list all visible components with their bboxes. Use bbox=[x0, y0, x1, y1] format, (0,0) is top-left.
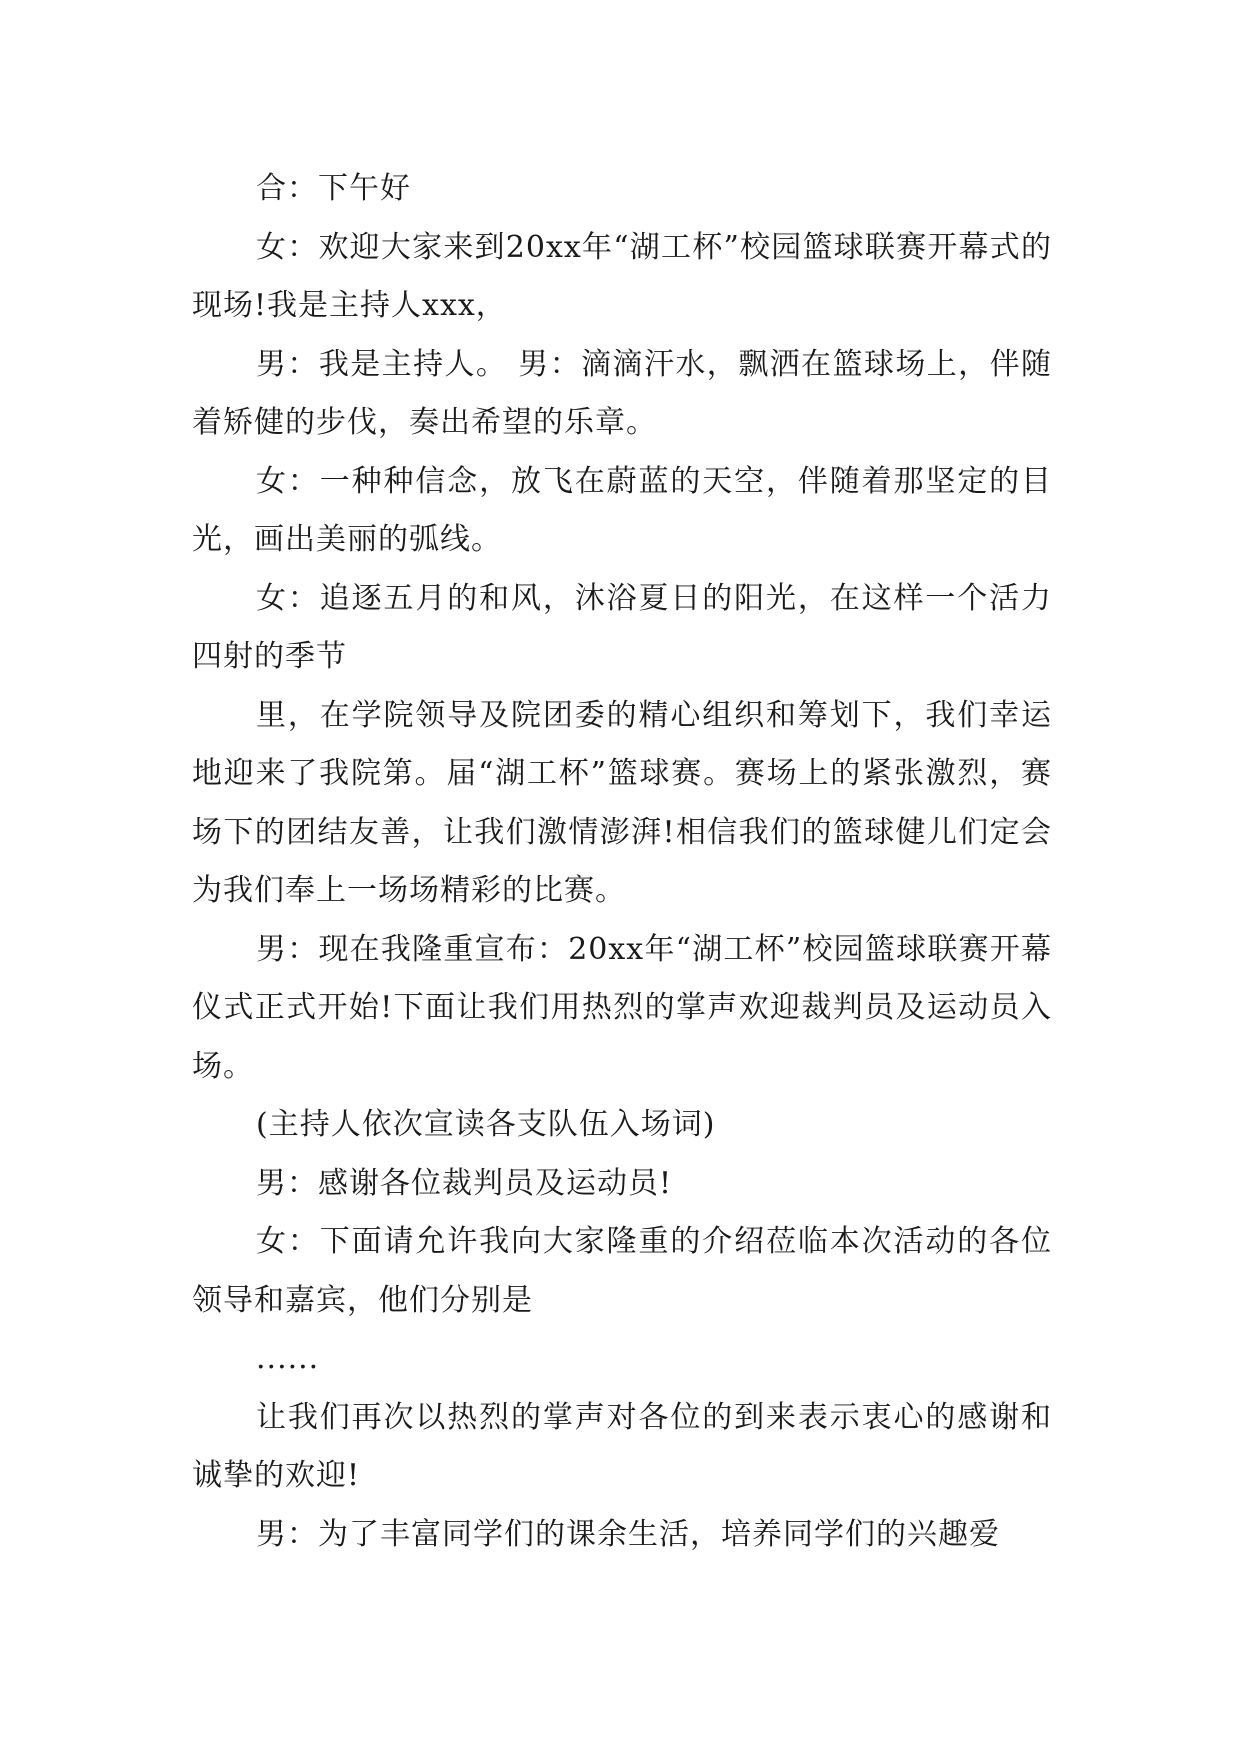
paragraph-announcement: 男：现在我隆重宣布：20xx年“湖工杯”校园篮球联赛开幕仪式正式开始!下面让我们用热烈的掌声欢迎裁判员及运动员入场。 bbox=[192, 931, 1052, 1084]
paragraph-welcome: 女：欢迎大家来到20xx年“湖工杯”校园篮球联赛开幕式的现场!我是主持人xxx， bbox=[192, 229, 1052, 323]
paragraph-tournament: 里，在学院领导及院团委的精心组织和筹划下，我们幸运地迎来了我院第。届“湖工杯”篮球赛。赛场上的紧张激烈，赛场下的团结友善，让我们激情澎湃!相信我们的篮球健儿们定会为我们奉上一场场精彩的比赛。 bbox=[192, 697, 1052, 908]
paragraph-belief: 女：一种种信念，放飞在蔚蓝的天空，伴随着那坚定的目光，画出美丽的弧线。 bbox=[192, 463, 1052, 557]
paragraph-ellipsis: ...... bbox=[256, 1341, 320, 1376]
paragraph-guests: 女：下面请允许我向大家隆重的介绍莅临本次活动的各位领导和嘉宾，他们分别是 bbox=[192, 1224, 1052, 1318]
paragraph-enrichment: 男：为了丰富同学们的课余生活，培养同学们的兴趣爱 bbox=[256, 1516, 1000, 1552]
paragraph-applause: 让我们再次以热烈的掌声对各位的到来表示衷心的感谢和诚挚的欢迎! bbox=[192, 1399, 1052, 1493]
paragraph-team-entry: (主持人依次宣读各支队伍入场词) bbox=[256, 1107, 716, 1142]
paragraph-greeting: 合：下午好 bbox=[256, 171, 411, 206]
paragraph-thanks: 男：感谢各位裁判员及运动员! bbox=[256, 1165, 673, 1201]
document-body bbox=[192, 160, 1052, 1564]
paragraph-male-host-intro: 男：我是主持人。 男：滴滴汗水，飘洒在篮球场上，伴随着矫健的步伐，奏出希望的乐章。 bbox=[192, 346, 1052, 440]
paragraph-season: 女：追逐五月的和风，沐浴夏日的阳光，在这样一个活力四射的季节 bbox=[192, 580, 1052, 674]
